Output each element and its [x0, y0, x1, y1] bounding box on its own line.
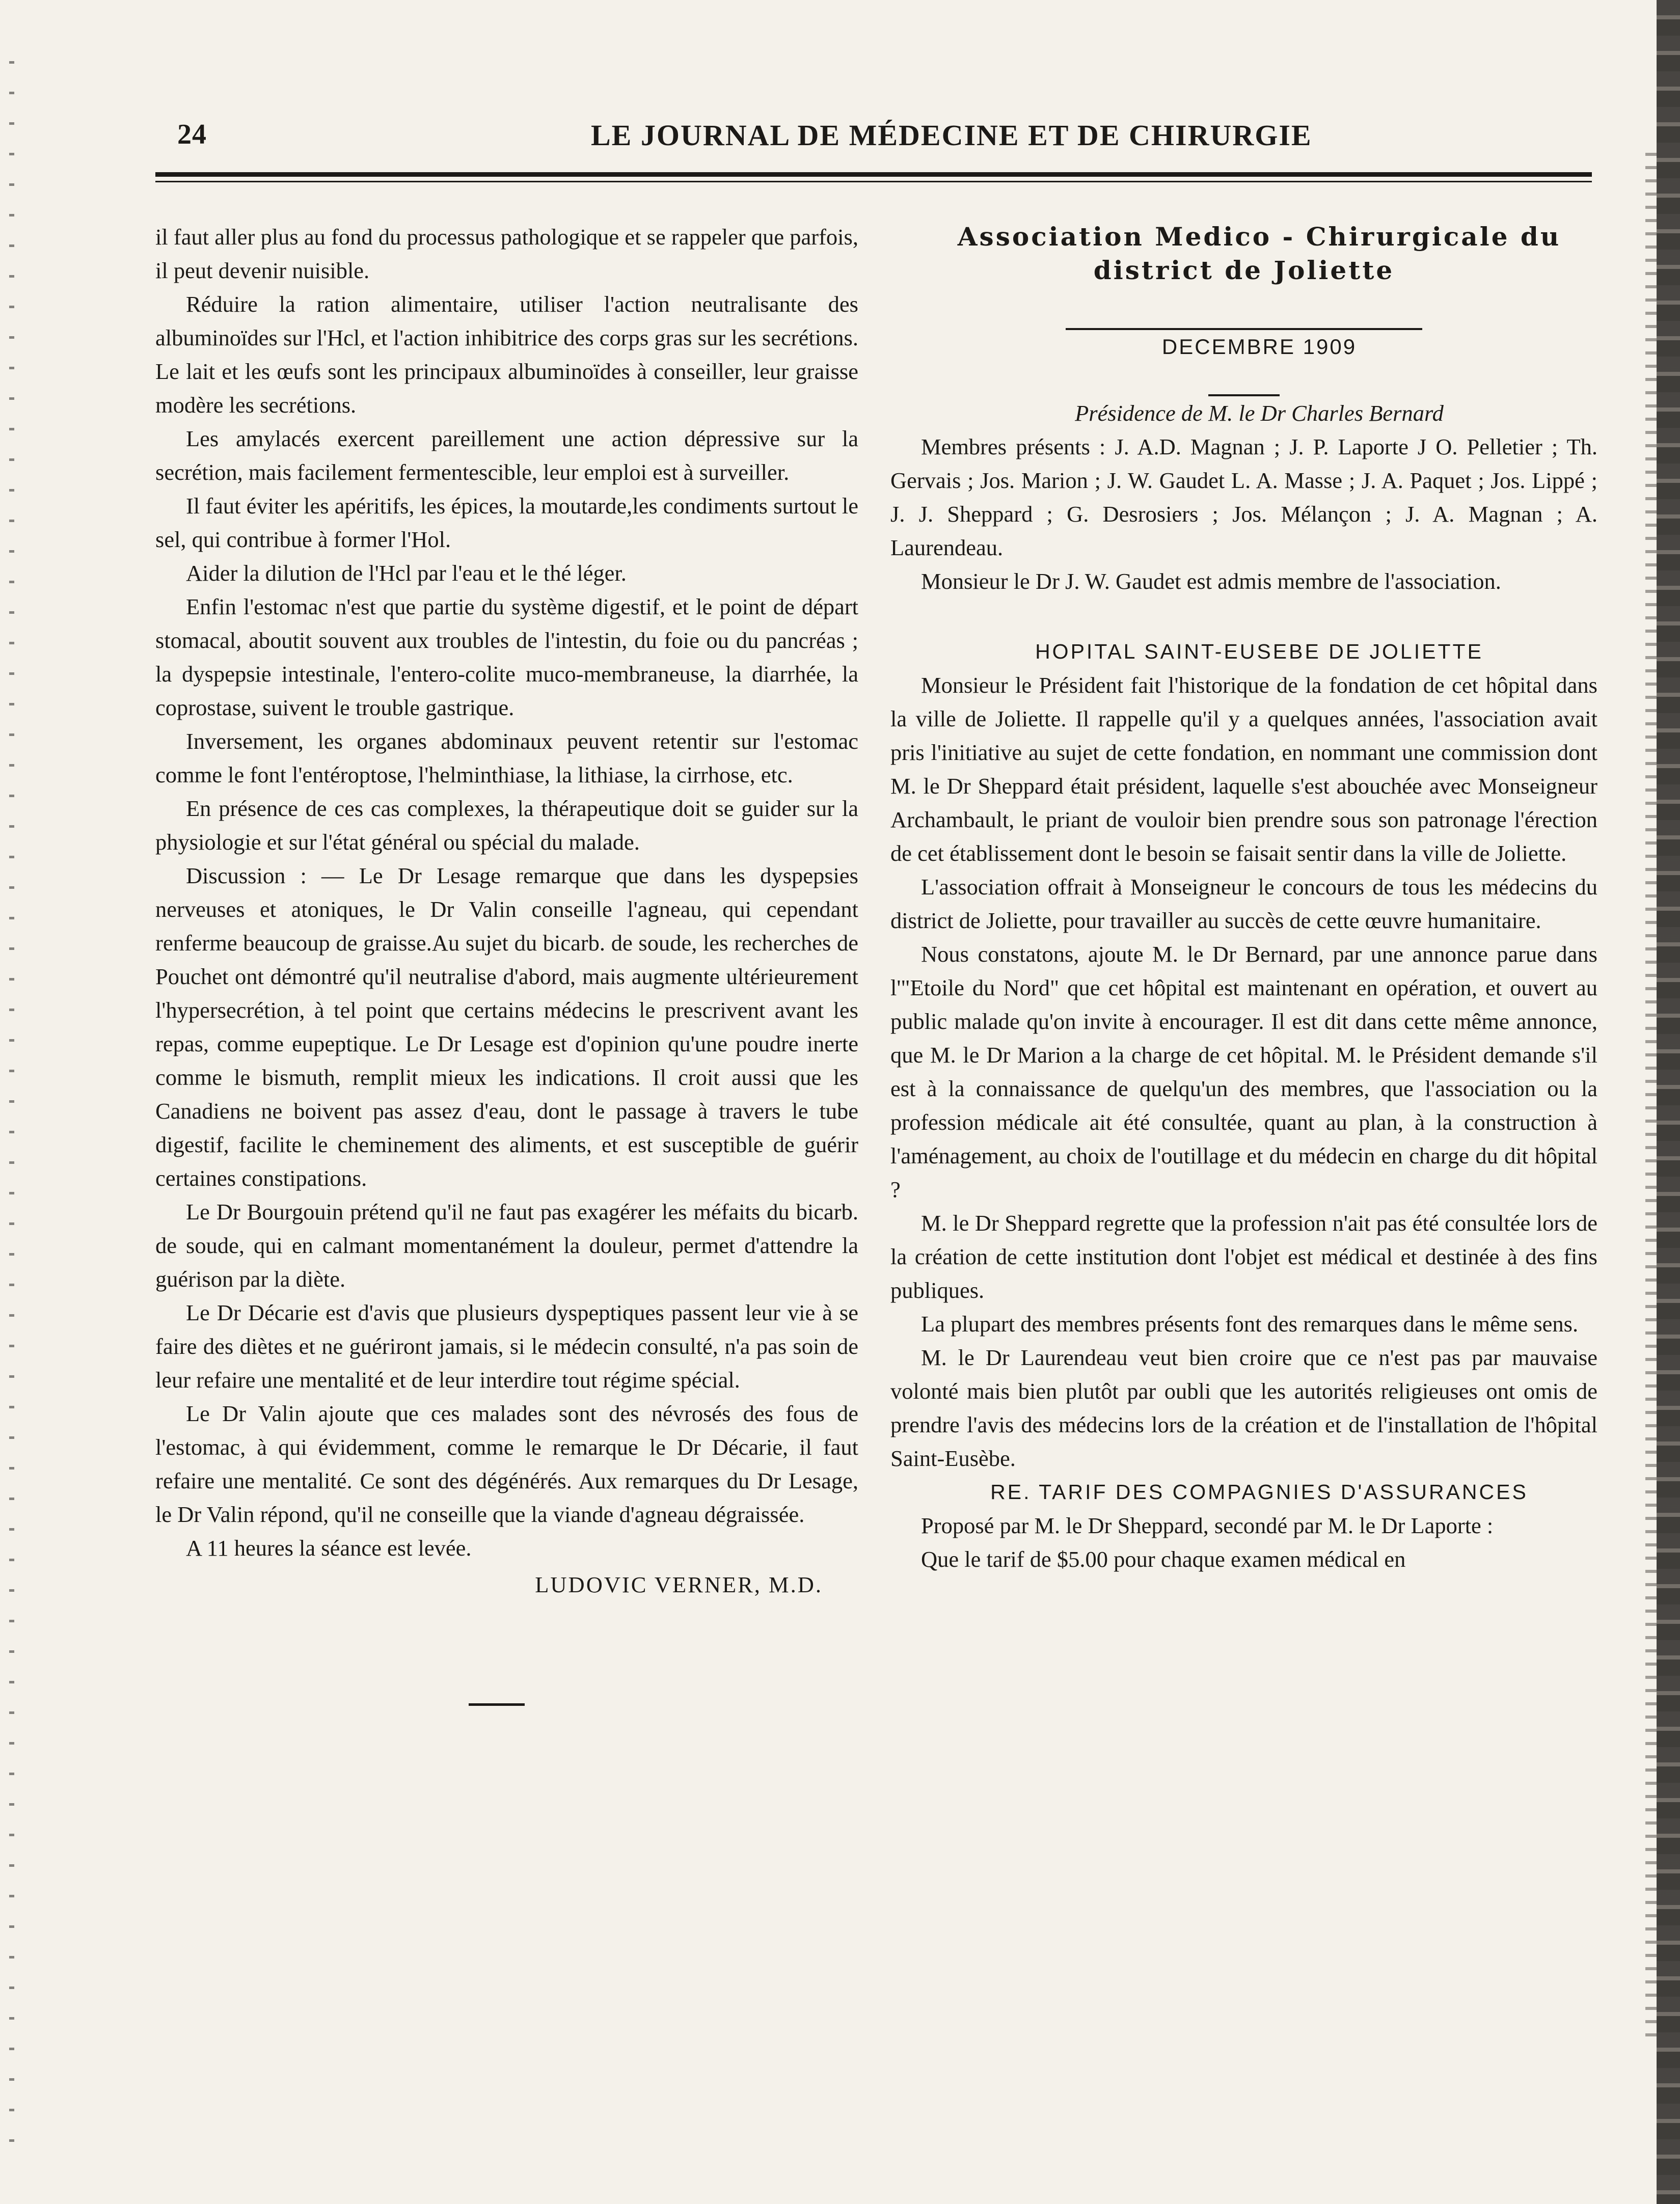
association-title: Association Medico - Chirurgicale du district de Joliette: [957, 222, 1561, 285]
paragraph: Réduire la ration alimentaire, utiliser l'action neutralisante des albuminoïdes sur l'Hcl, et l'action inhibitrice des corps gras sur les secrétions. Le lait et les œufs sont les principaux albuminoïdes à conseiller, leur graisse modère les secrétions.: [155, 291, 858, 418]
paragraph: Les amylacés exercent pareillement une action dépressive sur la secrétion, mais facilement fermentescible, leur emploi est à surveiller.: [155, 426, 858, 485]
tariff-heading: RE. TARIF DES COMPAGNIES D'ASSURANCES: [990, 1480, 1528, 1504]
paragraph: La plupart des membres présents font des remarques dans le même sens.: [921, 1311, 1579, 1337]
page-number: 24: [177, 119, 207, 150]
paragraph: Monsieur le Dr J. W. Gaudet est admis membre de l'association.: [921, 568, 1501, 594]
paragraph: Nous constatons, ajoute M. le Dr Bernard, par une annonce parue dans l'"Etoile du Nord" que cet hôpital est maintenant en opération, et ouvert au public malade qu'on invite à encourager. Il est dit dans cette même annonce, que M. le Dr Marion a la charge de cet hôpital. M. le Président demande s'il est à la connaissance de quelqu'un des membres, que l'association ou la profession médicale ait été consultée, quant au plan, à la construction à l'aménagement, au choix de l'outillage et du médecin en charge du dit hôpital ?: [890, 941, 1597, 1202]
meeting-date: DECEMBRE 1909: [1161, 335, 1357, 359]
paragraph: Aider la dilution de l'Hcl par l'eau et le thé léger.: [186, 560, 627, 586]
paragraph: il faut aller plus au fond du processus pathologique et se rappeler que parfois, il peut devenir nuisible.: [155, 224, 858, 283]
paragraph: M. le Dr Sheppard regrette que la profession n'ait pas été consultée lors de la création de cette institution dont l'objet est médical et destinée à des fins publiques.: [890, 1210, 1597, 1303]
paragraph: Que le tarif de $5.00 pour chaque examen médical en: [921, 1546, 1406, 1572]
scan-edge-right: [1657, 0, 1680, 2204]
paragraph: Le Dr Valin ajoute que ces malades sont des névrosés des fous de l'estomac, à qui évidemment, comme le remarque le Dr Décarie, il faut refaire une mentalité. Ce sont des dégénérés. Aux remarques du Dr Lesage, le Dr Valin répond, qu'il ne conseille que la viande d'agneau dégraissée.: [155, 1401, 858, 1527]
page-header: [153, 118, 1594, 164]
paragraph: Monsieur le Président fait l'historique de la fondation de cet hôpital dans la ville de Joliette. Il rappelle qu'il y a quelques années, l'association avait pris l'initiative au sujet de cette fondation, en nommant une commission dont M. le Dr Sheppard était président, laquelle s'est abouchée avec Monseigneur Archambault, le priant de vouloir bien prendre sous son patronage l'érection de cet établissement dont le besoin se faisait sentir dans la ville de Joliette.: [890, 672, 1597, 866]
paragraph: Enfin l'estomac n'est que partie du système digestif, et le point de départ stomacal, aboutit souvent aux troubles de l'intestin, du foie ou du pancréas ; la dyspepsie intestinale, l'entero-colite muco-membraneuse, la diarrhée, la coprostase, suivent le trouble gastrique.: [155, 594, 858, 720]
presidence-line: Présidence de M. le Dr Charles Bernard: [1075, 400, 1444, 426]
end-rule: [469, 1703, 525, 1706]
paragraph: Le Dr Bourgouin prétend qu'il ne faut pas exagérer les méfaits du bicarb. de soude, qui en calmant momentanément la douleur, permet d'attendre la guérison par la diète.: [155, 1199, 858, 1292]
paragraph: Inversement, les organes abdominaux peuvent retentir sur l'estomac comme le font l'entéroptose, l'helminthiase, la lithiase, la cirrhose, etc.: [155, 728, 858, 787]
paragraph: Discussion : — Le Dr Lesage remarque que dans les dyspepsies nerveuses et atoniques, le Dr Valin conseille l'agneau, qui cependant renferme beaucoup de graisse.Au sujet du bicarb. de soude, les recherches de Pouchet ont démontré qu'il neutralise d'abord, mais augmente ultérieurement l'hypersecrétion, à tel point que certains médecins le prescrivent avant les repas, comme eupeptique. Le Dr Lesage est d'opinion qu'une poudre inerte comme le bismuth, remplit mieux les indications. Il croit aussi que les Canadiens ne boivent pas assez d'eau, dont le passage à travers le tube digestif, facilite le cheminement des aliments, et est susceptible de guérir certaines constipations.: [155, 863, 858, 1191]
scan-edge-left: [9, 61, 14, 2149]
paragraph: Il faut éviter les apéritifs, les épices, la moutarde,les condiments surtout le sel, qui contribue à former l'Hol.: [155, 493, 858, 552]
scan-edge-right-shadow: [1645, 153, 1657, 2037]
paragraph: Membres présents : J. A.D. Magnan ; J. P. Laporte J O. Pelletier ; Th. Gervais ; Jos. Marion ; J. W. Gaudet L. A. Masse ; J. A. Paquet ; Jos. Lippé ; J. J. Sheppard ; G. Desrosiers ; Jos. Mélançon ; J. A. Magnan ; A. Laurendeau.: [890, 434, 1597, 560]
signature: LUDOVIC VERNER, M.D.: [535, 1572, 823, 1597]
left-column: [155, 220, 858, 1706]
right-column: [890, 220, 1597, 1576]
header-rule: [155, 172, 1592, 177]
paragraph: En présence de ces cas complexes, la thérapeutique doit se guider sur la physiologie et sur l'état général ou spécial du malade.: [155, 796, 858, 855]
header-rule-thin: [155, 181, 1592, 182]
paragraph: Proposé par M. le Dr Sheppard, secondé par M. le Dr Laporte :: [921, 1513, 1494, 1538]
paragraph: M. le Dr Laurendeau veut bien croire que ce n'est pas par mauvaise volonté mais bien plutôt par oubli que les autorités religieuses ont omis de prendre l'avis des médecins lors de la création et de l'installation de l'hôpital Saint-Eusèbe.: [890, 1345, 1597, 1471]
paragraph: Le Dr Décarie est d'avis que plusieurs dyspeptiques passent leur vie à se faire des diètes et ne guériront jamais, si le médecin consulté, n'a pas soin de leur refaire une mentalité et de leur interdire tout régime spécial.: [155, 1300, 858, 1393]
journal-title: LE JOURNAL DE MÉDECINE ET DE CHIRURGIE: [591, 119, 1312, 152]
paragraph: L'association offrait à Monseigneur le concours de tous les médecins du district de Joliette, pour travailler au succès de cette œuvre humanitaire.: [890, 874, 1597, 933]
hospital-heading: HOPITAL SAINT-EUSEBE DE JOLIETTE: [1035, 640, 1483, 663]
paragraph: A 11 heures la séance est levée.: [186, 1535, 472, 1561]
